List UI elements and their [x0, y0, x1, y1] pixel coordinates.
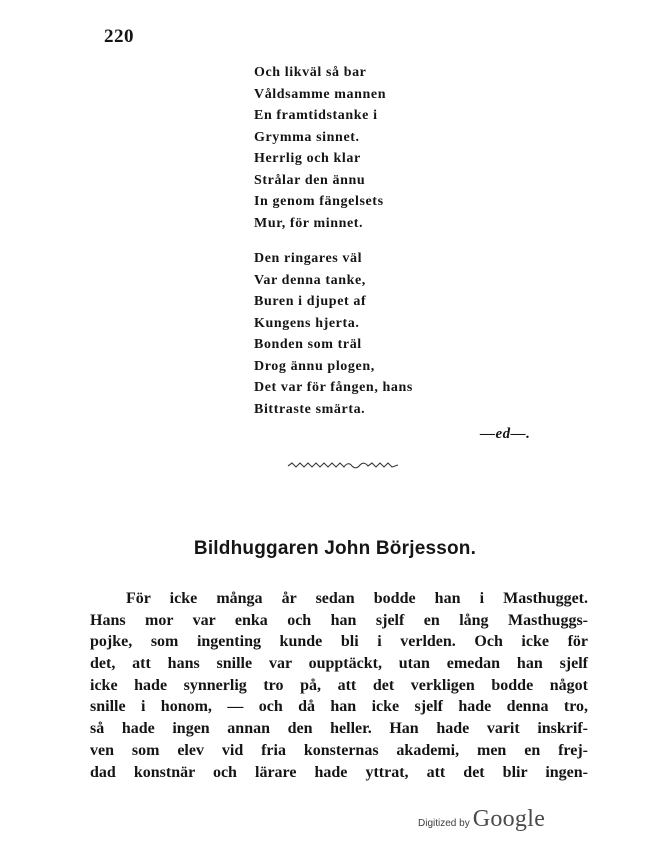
- google-logo: Google: [472, 806, 546, 832]
- poem-line: Bonden som träl: [254, 337, 362, 352]
- poem-line: Kungens hjerta.: [254, 315, 360, 331]
- poem-stanza-1: [254, 62, 386, 234]
- poem-line: Våldsamme mannen: [254, 86, 387, 102]
- section-title: Bildhuggaren John Börjesson.: [193, 538, 477, 559]
- poem-line: Och likväl så bar: [254, 65, 367, 80]
- page-number: 220: [104, 26, 134, 47]
- body-line: pojke, som ingenting kunde bli i verlden. Och icke för: [90, 633, 588, 651]
- body-line: ven som elev vid fria konsternas akademi, men en frej-: [90, 741, 588, 759]
- poem-line: Strålar den ännu: [254, 172, 366, 188]
- poem-line: En framtidstanke i: [254, 108, 378, 123]
- poem-line: Drog ännu plogen,: [254, 358, 375, 374]
- poem-line: Mur, för minnet.: [254, 215, 364, 231]
- poem-line: Den ringares väl: [254, 251, 363, 266]
- body-line: det, att hans snille var oupptäckt, utan emedan han sjelf: [90, 655, 588, 673]
- poem-line: Buren i djupet af: [254, 294, 367, 309]
- poem-stanza-2: [254, 248, 413, 420]
- body-line: För icke många år sedan bodde han i Masthugget.: [126, 590, 588, 607]
- body-line: dad konstnär och lärare hade yttrat, att det blir ingen-: [90, 763, 588, 781]
- poem-line: Herrlig och klar: [254, 151, 361, 166]
- poem-signature: —ed—.: [480, 426, 531, 442]
- ornament-divider: [287, 459, 399, 473]
- digitized-by-watermark: [418, 806, 545, 833]
- watermark-prefix: Digitized by: [418, 818, 470, 829]
- body-line: snille i honom, — och då han icke sjelf hade denna tro,: [90, 698, 588, 716]
- body-text: [90, 588, 588, 783]
- poem-line: Var denna tanke,: [254, 272, 366, 288]
- poem-line: Det var för fången, hans: [254, 380, 413, 395]
- body-line: Hans mor var enka och han sjelf en lång Masthuggs-: [90, 611, 588, 629]
- poem-line: In genom fängelsets: [254, 194, 384, 209]
- poem-line: Grymma sinnet.: [254, 129, 360, 145]
- body-line: så hade ingen annan den heller. Han hade varit inskrif-: [90, 720, 588, 738]
- poem-line: Bittraste smärta.: [254, 401, 366, 417]
- body-line: icke hade synnerlig tro på, att det verkligen bodde något: [90, 676, 588, 694]
